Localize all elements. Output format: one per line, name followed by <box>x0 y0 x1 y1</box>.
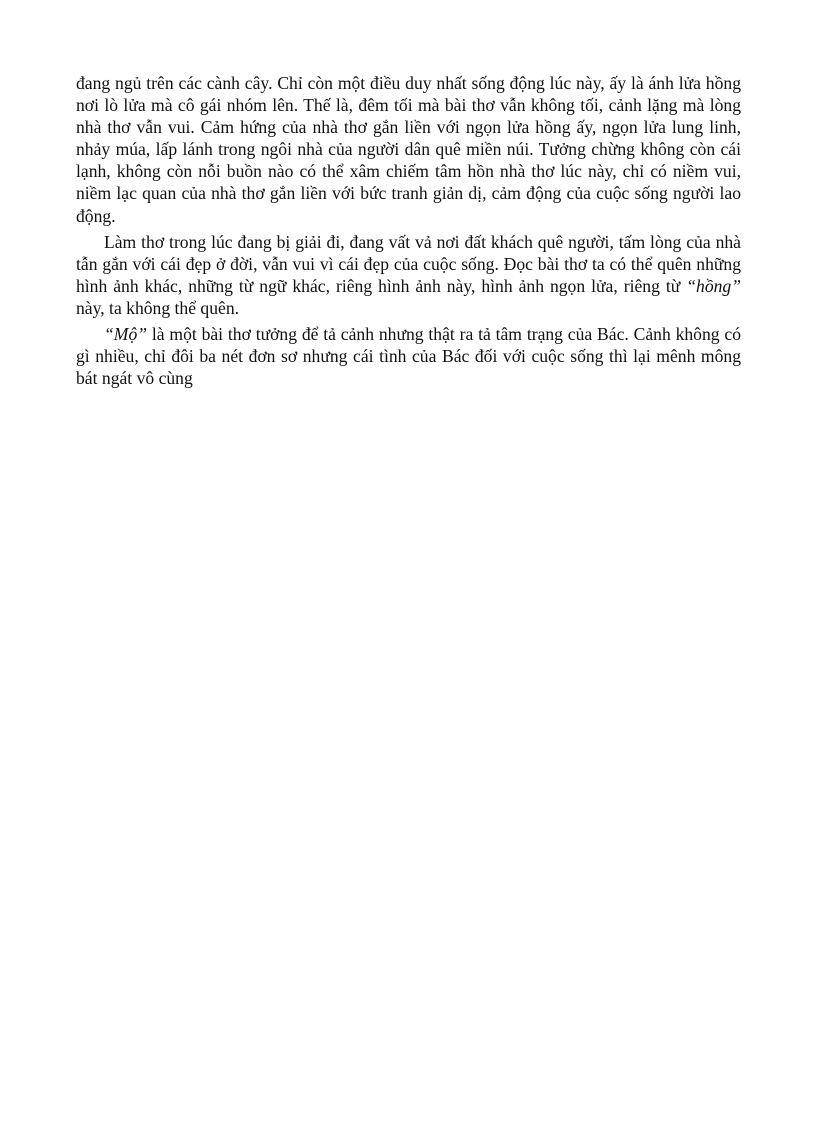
document-page <box>76 72 741 393</box>
paragraph-3-text-after: là một bài thơ tưởng để tả cảnh nhưng thật ra tả tâm trạng của Bác. Cảnh không có gì nhiều, chỉ đôi ba nét đơn sơ nhưng cái tình của Bác đối với cuộc sống thì lại mênh mông bát ngát vô cùng <box>76 324 741 389</box>
paragraph-2-text-before: Làm thơ trong lúc đang bị giải đi, đang vất vả nơi đất khách quê người, tấm lòng của nhà tẫn gắn với cái đẹp ở đời, vẫn vui vì cái đẹp của cuộc sống. Đọc bài thơ ta có thể quên những hình ảnh khác, những từ ngữ khác, riêng hình ảnh này, hình ảnh ngọn lửa, riêng từ <box>76 231 741 296</box>
paragraph-2-text-after: này, ta không thể quên. <box>76 297 240 318</box>
paragraph-1-text: đang ngủ trên các cành cây. Chỉ còn một điều duy nhất sống động lúc này, ấy là ánh lửa hồng nơi lò lửa mà cô gái nhóm lên. Thế là, đêm tối mà bài thơ vẫn không tối, cảnh lặng mà lòng nhà thơ vẫn vui. Cảm hứng của nhà thơ gắn liền với ngọn lửa hồng ấy, ngọn lửa lung linh, nhảy múa, lấp lánh trong ngôi nhà của người dân quê miền núi. Tưởng chừng không còn cái lạnh, không còn nỗi buồn nào có thể xâm chiếm tâm hồn nhà thơ lúc này, chỉ có niềm vui, niềm lạc quan của nhà thơ gắn liền với bức tranh giản dị, cảm động của cuộc sống người lao động. <box>76 73 741 226</box>
paragraph-1 <box>76 72 741 227</box>
paragraph-2-emphasis: “hồng” <box>686 275 741 296</box>
paragraph-3-emphasis: “Mộ” <box>104 324 148 345</box>
paragraph-2 <box>76 231 741 319</box>
paragraph-3 <box>76 323 741 389</box>
